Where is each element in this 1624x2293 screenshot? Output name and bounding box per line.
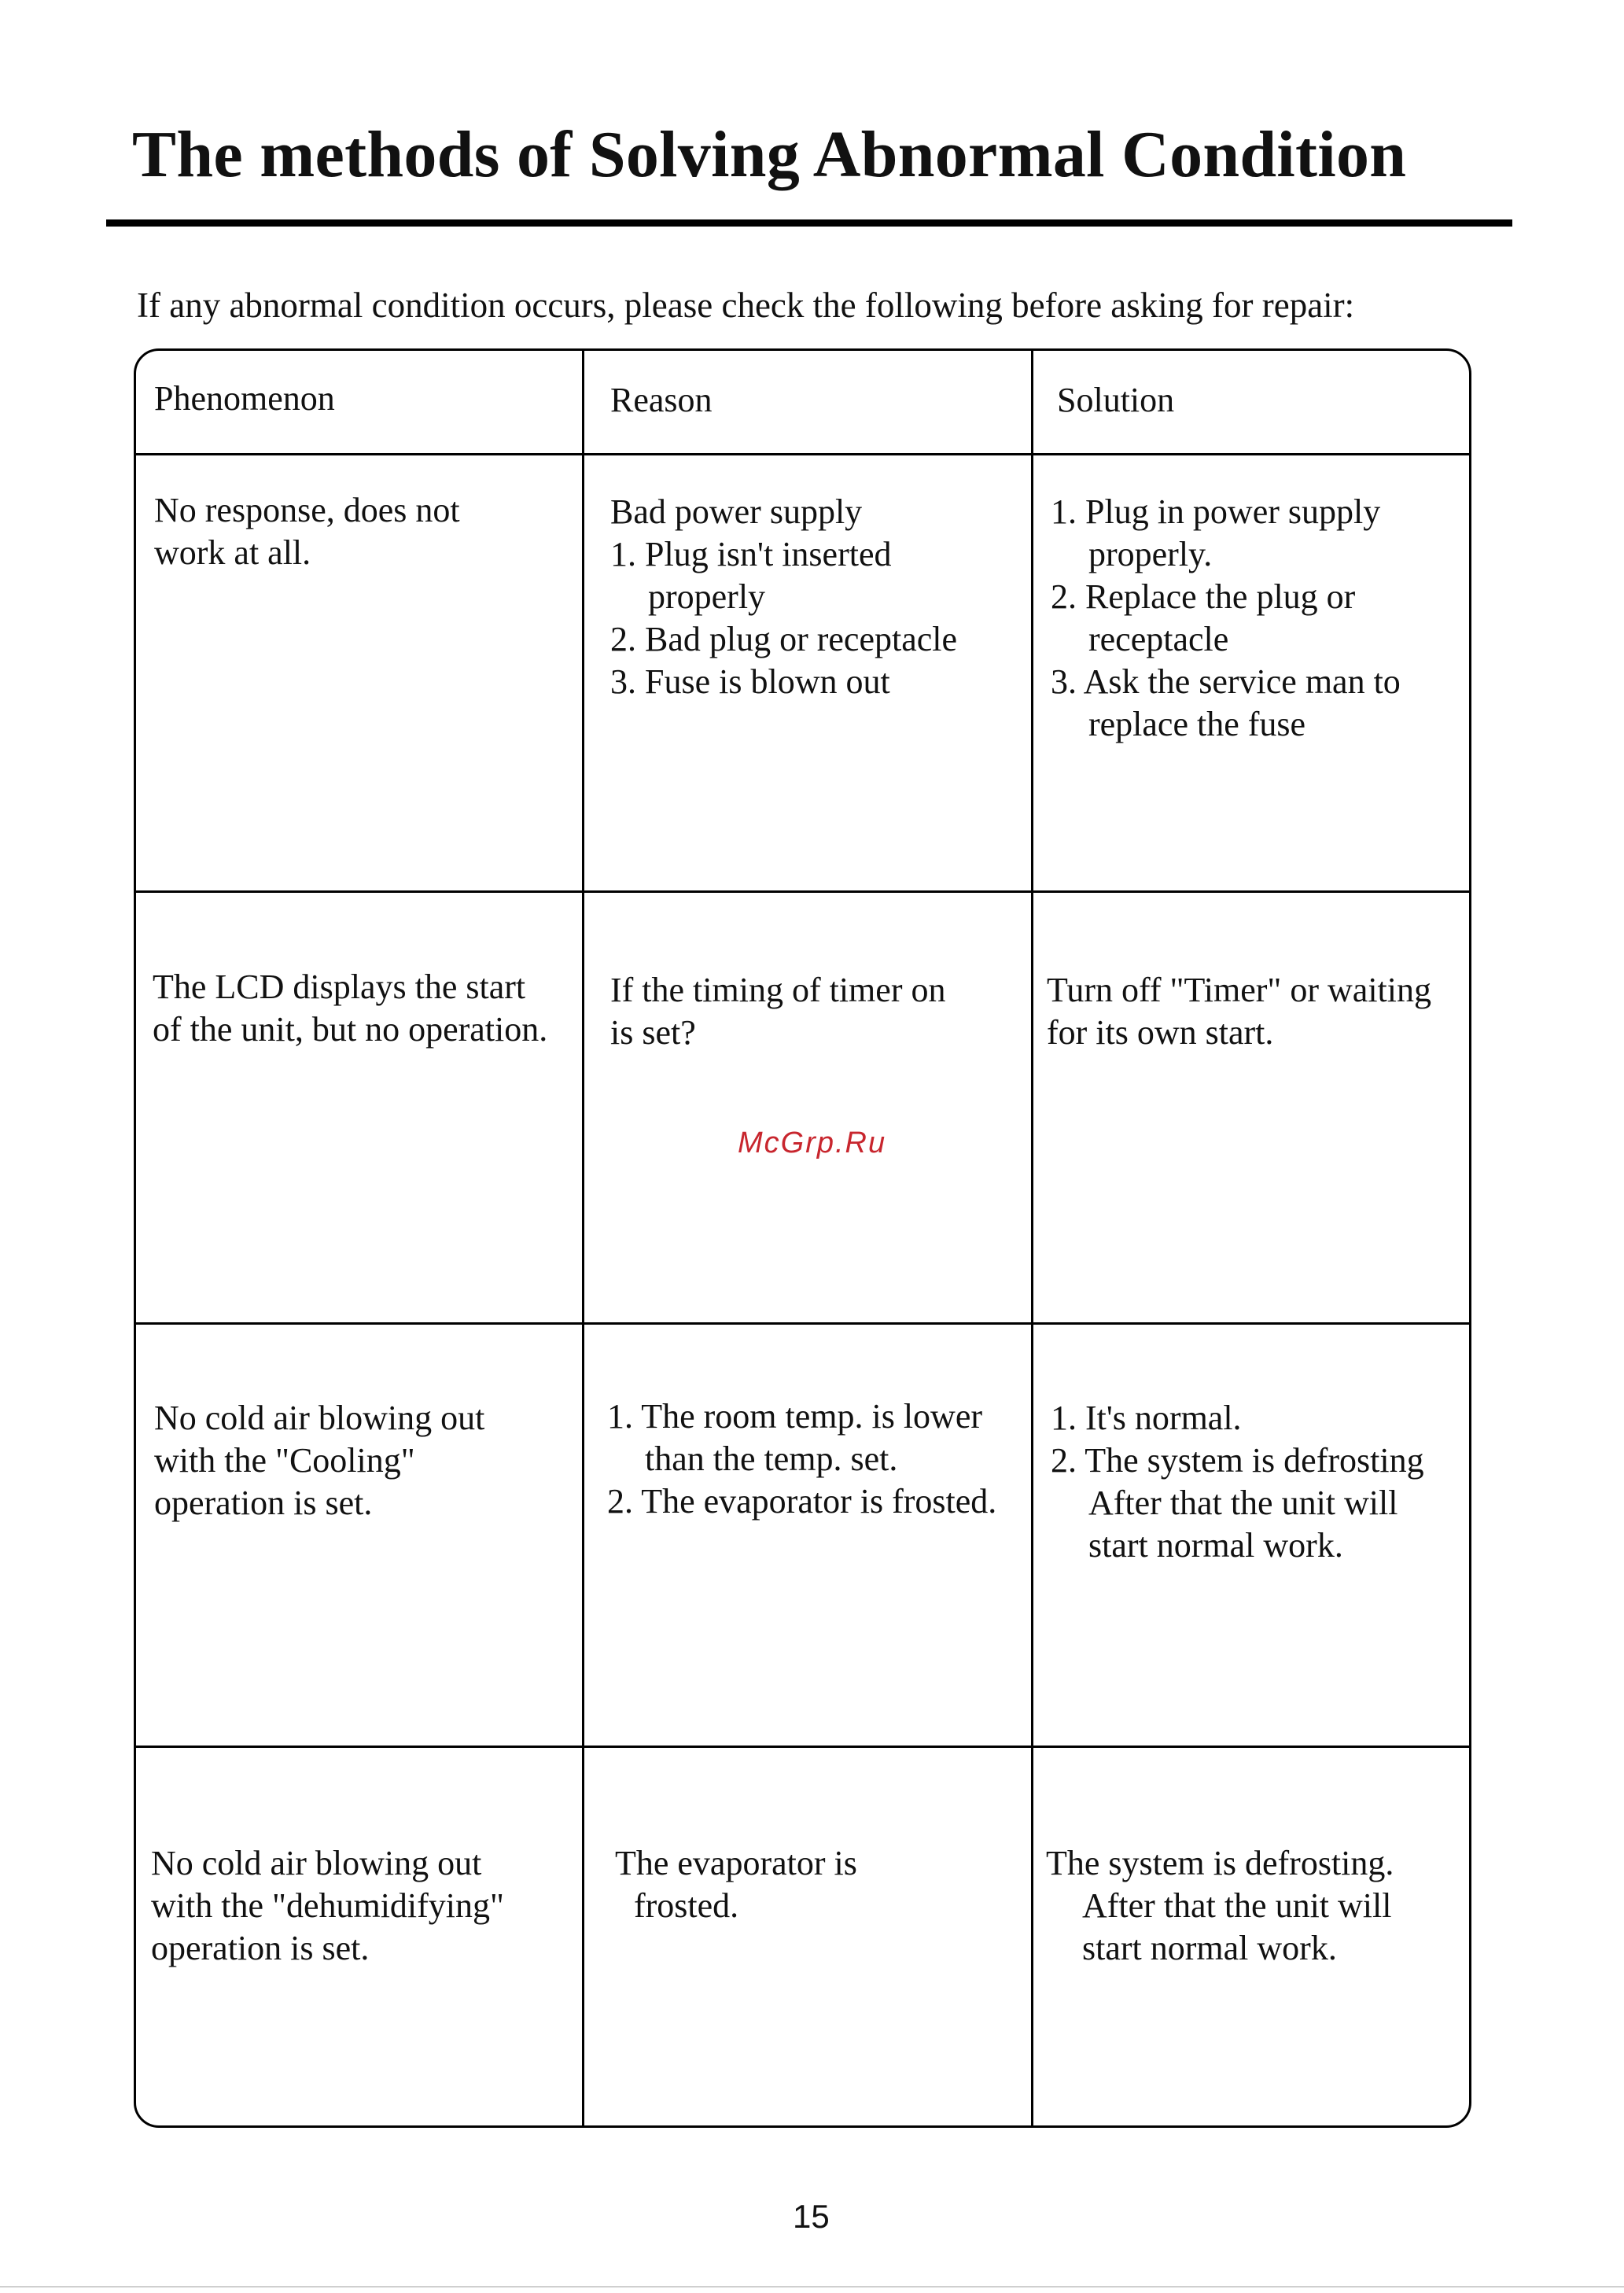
page-title: The methods of Solving Abnormal Condition: [132, 118, 1407, 191]
row-1-phenomenon: No response, does not work at all.: [154, 491, 460, 572]
header-reason: Reason: [610, 381, 713, 419]
column-divider: [1031, 348, 1033, 2128]
header-phenomenon: Phenomenon: [154, 379, 335, 418]
row-1-reason: Bad power supply 1. Plug isn't inserted properly 2. Bad plug or receptacle 3. Fuse is blown out: [610, 492, 958, 701]
row-2-phenomenon: The LCD displays the start of the unit, but no operation.: [153, 968, 548, 1049]
intro-text: If any abnormal condition occurs, please check the following before asking for repair:: [137, 286, 1355, 325]
row-4-reason: The evaporator is frosted.: [615, 1844, 857, 1925]
row-3-solution: 1. It's normal. 2. The system is defrosting After that the unit will start normal work.: [1051, 1399, 1424, 1565]
row-2-reason: If the timing of timer on is set?: [610, 971, 946, 1052]
row-3-reason: 1. The room temp. is lower than the temp. set. 2. The evaporator is frosted.: [607, 1397, 997, 1521]
watermark-text: McGrp.Ru: [738, 1126, 887, 1159]
title-rule: [106, 219, 1512, 227]
page-number: 15: [793, 2198, 830, 2235]
header-solution: Solution: [1057, 381, 1175, 419]
row-divider: [134, 1322, 1471, 1325]
row-2-solution: Turn off "Timer" or waiting for its own start.: [1047, 971, 1432, 1052]
page-bottom-edge: [0, 2286, 1624, 2287]
row-3-phenomenon: No cold air blowing out with the "Cooling" operation is set.: [154, 1399, 485, 1522]
row-1-solution: 1. Plug in power supply properly. 2. Replace the plug or receptacle 3. Ask the service man to replace the fuse: [1051, 492, 1401, 743]
row-divider: [134, 890, 1471, 893]
row-4-solution: The system is defrosting. After that the unit will start normal work.: [1046, 1844, 1394, 1967]
row-4-phenomenon: No cold air blowing out with the "dehumidifying" operation is set.: [151, 1844, 504, 1967]
row-divider: [134, 1746, 1471, 1748]
row-divider: [134, 453, 1471, 455]
column-divider: [582, 348, 584, 2128]
